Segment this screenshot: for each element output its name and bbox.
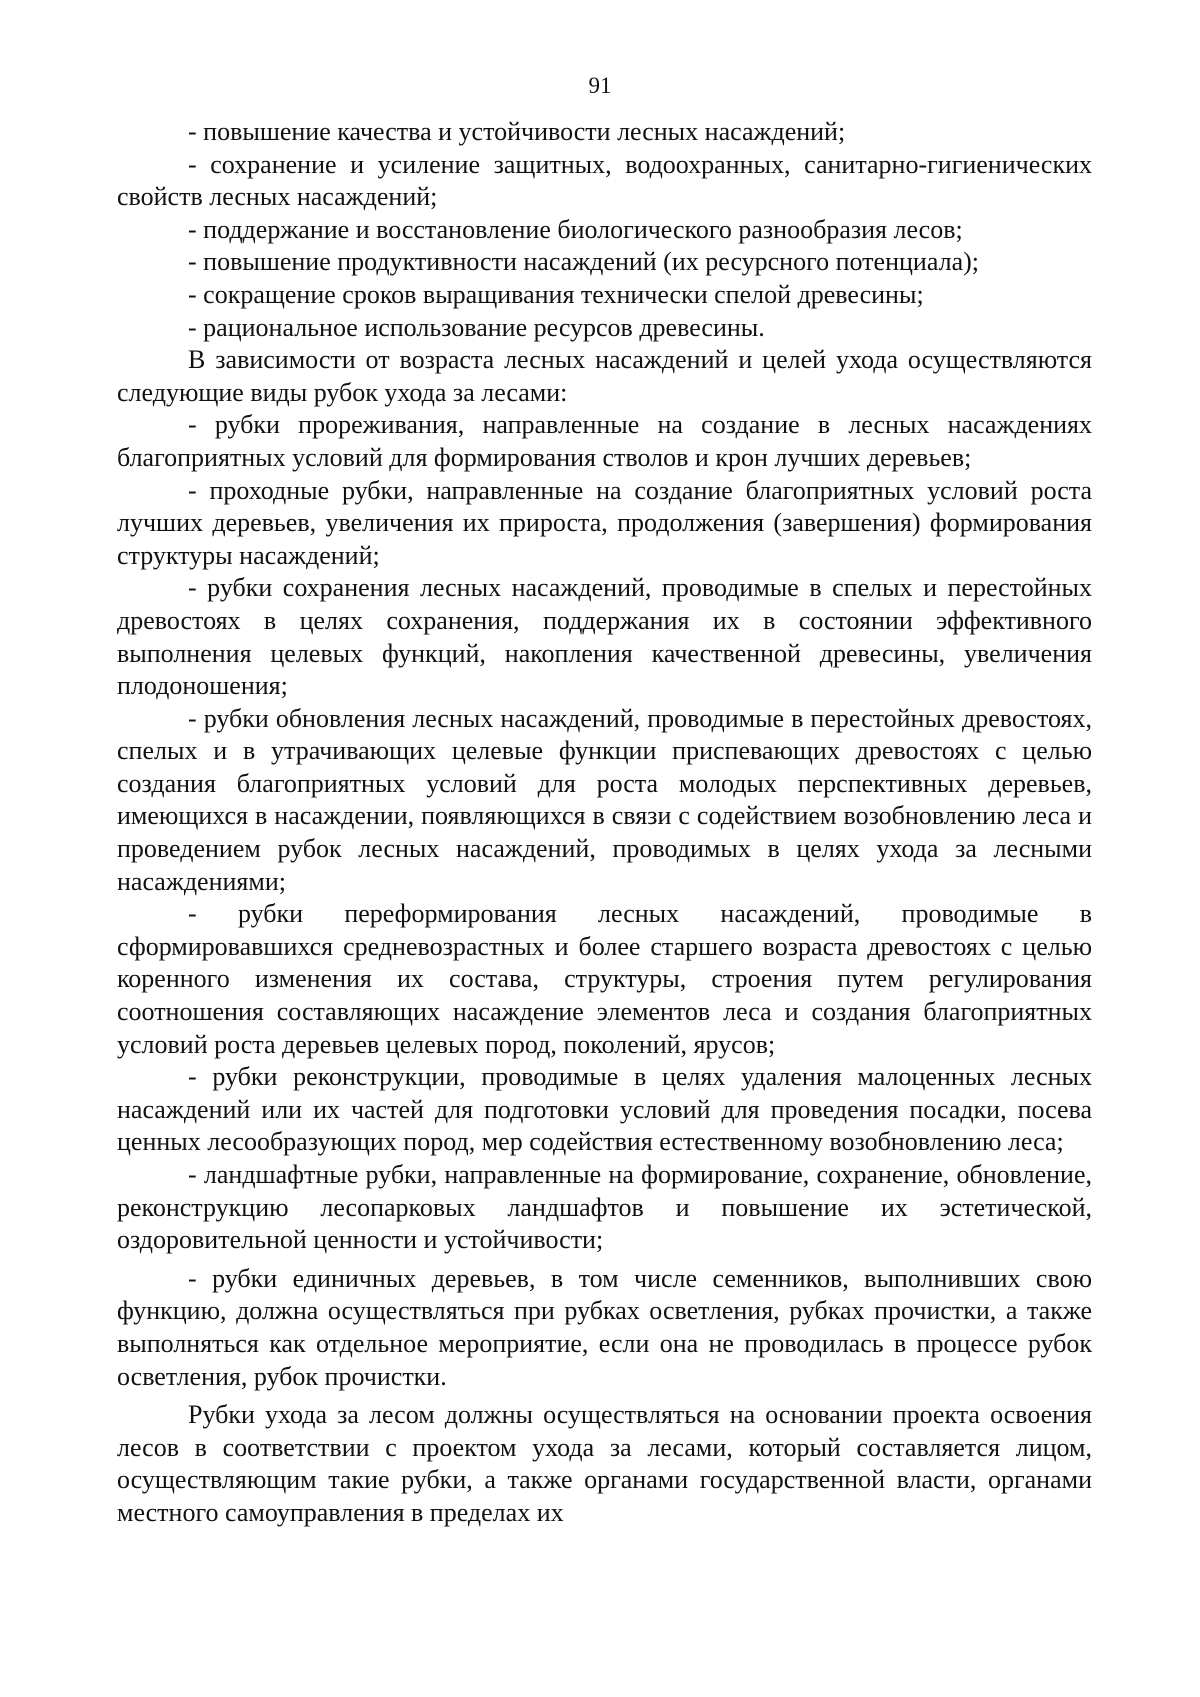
paragraph: - сокращение сроков выращивания технически спелой древесины; bbox=[188, 279, 924, 309]
paragraph: - ландшафтные рубки, направленные на формирование, сохранение, обновление, реконструкцию лесопарковых ландшафтов и повышение их эстетической, оздоровительной ценности и устойчивости; bbox=[117, 1160, 1092, 1255]
paragraph: - рубки реконструкции, проводимые в целях удаления малоценных лесных насаждений или их частей для подготовки условий для проведения посадки, посева ценных лесообразующих пород, мер содействия естественному возобновлению леса; bbox=[117, 1062, 1092, 1157]
paragraph: - рубки прореживания, направленные на создание в лесных насаждениях благоприятных условий для формирования стволов и крон лучших деревьев; bbox=[117, 410, 1092, 472]
paragraph: - повышение качества и устойчивости лесных насаждений; bbox=[188, 117, 846, 146]
body-text bbox=[117, 116, 1092, 1530]
paragraph: - рубки единичных деревьев, в том числе семенников, выполнивших свою функцию, должна осуществляться при рубках осветления, рубках прочистки, а также выполняться как отдельное мероприятие, если она не проводилась в процессе рубок осветления, рубок прочистки. bbox=[117, 1263, 1092, 1391]
paragraph: - поддержание и восстановление биологического разнообразия лесов; bbox=[188, 214, 963, 244]
paragraph: - повышение продуктивности насаждений (их ресурсного потенциала); bbox=[188, 247, 979, 277]
paragraph: - рациональное использование ресурсов древесины. bbox=[188, 312, 765, 342]
paragraph: - рубки переформирования лесных насаждений, проводимые в сформировавшихся средневозрастных и более старшего возраста древостоях с целью коренного изменения их состава, структуры, строения путем регулирования соотношения составляющих насаждение элементов леса и создания благоприятных условий роста деревьев целевых пород, поколений, ярусов; bbox=[117, 899, 1092, 1059]
paragraph: - сохранение и усиление защитных, водоохранных, санитарно-гигиенических свойств лесных насаждений; bbox=[117, 149, 1092, 212]
paragraph: В зависимости от возраста лесных насаждений и целей ухода осуществляются следующие виды рубок ухода за лесами: bbox=[117, 345, 1092, 407]
page-number: 91 bbox=[588, 73, 612, 98]
paragraph: Рубки ухода за лесом должны осуществляться на основании проекта освоения лесов в соответствии с проектом ухода за лесами, который составляется лицом, осуществляющим такие рубки, а также органами государственной власти, органами местного самоуправления в пределах их bbox=[117, 1400, 1092, 1527]
paragraph: - рубки обновления лесных насаждений, проводимые в перестойных древостоях, спелых и в утрачивающих целевые функции приспевающих древостоях с целью создания благоприятных условий для роста молодых перспективных деревьев, имеющихся в насаждении, появляющихся в связи с содействием возобновлению леса и проведением рубок лесных насаждений, проводимых в целях ухода за лесными насаждениями; bbox=[117, 703, 1092, 896]
paragraph: - рубки сохранения лесных насаждений, проводимые в спелых и перестойных древостоях в целях сохранения, поддержания их в состоянии эффективного выполнения целевых функций, накопления качественной древесины, увеличения плодоношения; bbox=[117, 573, 1092, 701]
paragraph: - проходные рубки, направленные на создание благоприятных условий роста лучших деревьев, увеличения их прироста, продолжения (завершения) формирования структуры насаждений; bbox=[117, 475, 1092, 570]
